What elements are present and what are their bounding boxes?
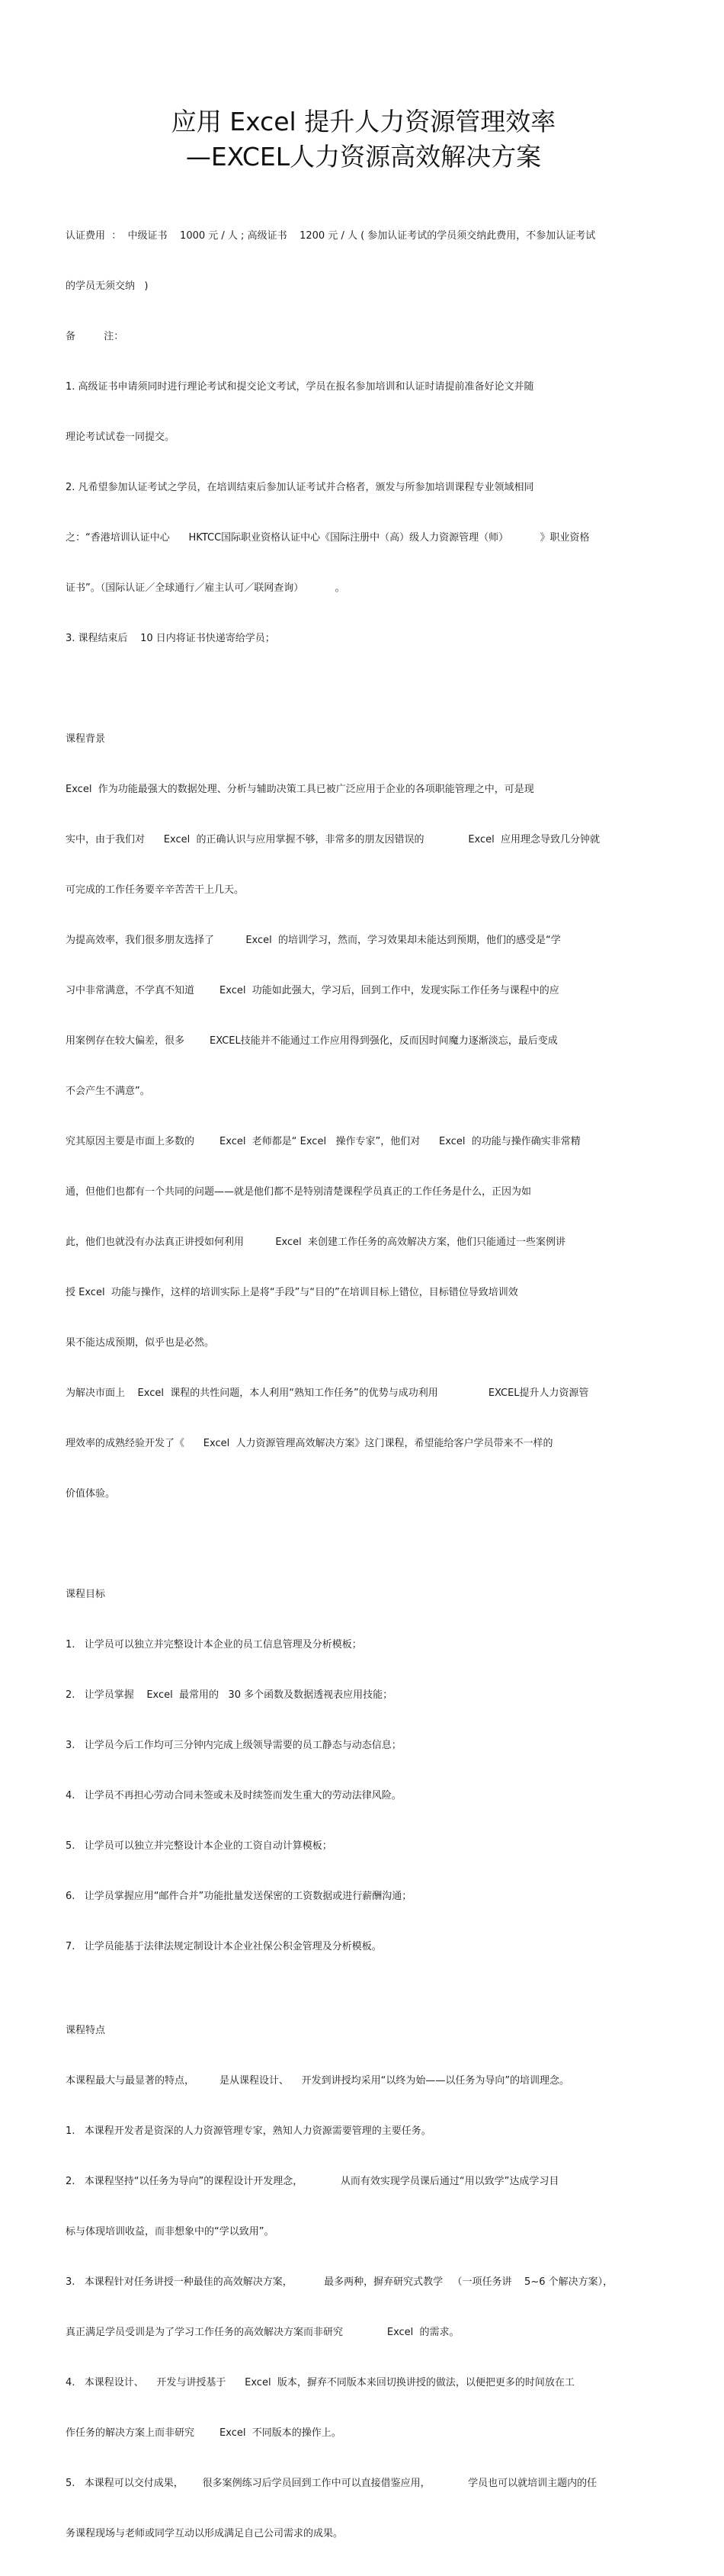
text-line: 通，但他们也都有一个共同的问题——就是他们都不是特别清楚课程学员真正的工作任务是什么，正因为如 bbox=[66, 1186, 532, 1198]
list-item: 1. 让学员可以独立并完整设计本企业的员工信息管理及分析模板； bbox=[66, 1639, 362, 1651]
text-line: 认证费用 ： 中级证书 1000 元 / 人 ; 高级证书 1200 元 / 人 ( 参加认证考试的学员须交纳此费用，不参加认证考试 bbox=[66, 230, 596, 242]
section-heading-objectives: 课程目标 bbox=[66, 1589, 106, 1600]
section-gap bbox=[66, 1536, 662, 1553]
text-line: 的学员无须交纳 ) bbox=[66, 281, 149, 292]
text-line: 习中非常满意，不学真不知道 Excel 功能如此强大，学习后，回到工作中，发现实际工作任务与课程中的应 bbox=[66, 985, 559, 996]
text-line: 标与体现培训收益，而非想象中的“学以致用”。 bbox=[66, 2226, 274, 2238]
document-title: 应用 Excel 提升人力资源管理效率 bbox=[171, 107, 556, 136]
section-heading-background: 课程背景 bbox=[66, 733, 106, 745]
list-item: 5. 本课程可以交付成果， 很多案例练习后学员回到工作中可以直接借鉴应用， 学员也可以就培训主题内的任 bbox=[66, 2478, 597, 2489]
section-heading-features: 课程特点 bbox=[66, 2025, 106, 2036]
text-line: 为解决市面上 Excel 课程的共性问题，本人利用“熟知工作任务”的优势与成功利用 EXCEL提升人力资源管 bbox=[66, 1387, 589, 1399]
text-line: 价值体验。 bbox=[66, 1488, 116, 1500]
text-line: 授 Excel 功能与操作，这样的培训实际上是将“手段”与“目的”在培训目标上错位，目标错位导致培训效 bbox=[66, 1287, 518, 1298]
list-item: 2. 本课程坚持“以任务为导向”的课程设计开发理念， 从而有效实现学员课后通过“用以致学”达成学习目 bbox=[66, 2176, 559, 2187]
text-line: 证书”。（国际认证／全球通行／雇主认可／联网查询） 。 bbox=[66, 582, 345, 594]
text-line: 务课程现场与老师或同学互动以形成满足自己公司需求的成果。 bbox=[66, 2528, 344, 2539]
text-line: 不会产生不满意”。 bbox=[66, 1086, 150, 1097]
text-line: Excel 作为功能最强大的数据处理、分析与辅助决策工具已被广泛应用于企业的各项职能管理之中，可是现 bbox=[66, 784, 534, 795]
text-line: 作任务的解决方案上而非研究 Excel 不同版本的操作上。 bbox=[66, 2427, 341, 2439]
text-line: 理效率的成熟经验开发了《 Excel 人力资源管理高效解决方案》这门课程，希望能给客户学员带来不一样的 bbox=[66, 1438, 553, 1449]
text-line: 备 注： bbox=[66, 331, 124, 342]
text-line: 理论考试试卷一同提交。 bbox=[66, 431, 175, 443]
background-section bbox=[66, 698, 662, 1536]
list-item: 3. 让学员今后工作均可三分钟内完成上级领导需要的员工静态与动态信息； bbox=[66, 1740, 402, 1751]
text-line: 实中，由于我们对 Excel 的正确认识与应用掌握不够，非常多的朋友因错误的 Excel 应用理念导致几分钟就 bbox=[66, 834, 601, 845]
text-line: 可完成的工作任务要辛辛苦苦干上几天。 bbox=[66, 884, 245, 896]
text-line: 用案例存在较大偏差，很多 EXCEL技能并不能通过工作应用得到强化，反而因时间魔力逐渐淡忘，最后变成 bbox=[66, 1035, 558, 1047]
text-line: 真正满足学员受训是为了学习工作任务的高效解决方案而非研究 Excel 的需求。 bbox=[66, 2327, 460, 2338]
list-item: 4. 让学员不再担心劳动合同未签或未及时续签而发生重大的劳动法律风险。 bbox=[66, 1790, 402, 1801]
list-item: 5. 让学员可以独立并完整设计本企业的工资自动计算模板； bbox=[66, 1840, 332, 1852]
text-line: 之：“香港培训认证中心 HKTCC国际职业资格认证中心《国际注册中（高）级人力资源管理（师） 》职业资格 bbox=[66, 532, 590, 544]
text-line: 本课程最大与最显著的特点， 是从课程设计、 开发到讲授均采用“以终为始——以任务为导向”的培训理念。 bbox=[66, 2075, 570, 2087]
list-item: 7. 让学员能基于法律法规定制设计本企业社保公积金管理及分析模板。 bbox=[66, 1941, 382, 1952]
certification-section bbox=[66, 194, 662, 681]
text-line: 2. 凡希望参加认证考试之学员，在培训结束后参加认证考试并合格者，颁发与所参加培训课程专业领域相同 bbox=[66, 482, 534, 493]
document-subtitle: —EXCEL人力资源高效解决方案 bbox=[185, 142, 542, 172]
text-line: 1. 高级证书申请须同时进行理论考试和提交论文考试，学员在报名参加培训和认证时请提前准备好论文并随 bbox=[66, 381, 534, 393]
list-item: 6. 让学员掌握应用“邮件合并”功能批量发送保密的工资数据或进行薪酬沟通； bbox=[66, 1891, 412, 1902]
section-gap bbox=[66, 681, 662, 698]
list-item: 4. 本课程设计、 开发与讲授基于 Excel 版本，摒弃不同版本来回切换讲授的做法，以便把更多的时间放在工 bbox=[66, 2377, 575, 2388]
list-item: 1. 本课程开发者是资深的人力资源管理专家，熟知人力资源需要管理的主要任务。 bbox=[66, 2125, 431, 2137]
text-line: 果不能达成预期，似乎也是必然。 bbox=[66, 1337, 215, 1349]
objectives-section bbox=[66, 1553, 662, 1989]
list-item: 2. 让学员掌握 Excel 最常用的 30 多个函数及数据透视表应用技能； bbox=[66, 1689, 393, 1701]
text-line: 究其原因主要是市面上多数的 Excel 老师都是“ Excel 操作专家”，他们对 Excel 的功能与操作确实非常精 bbox=[66, 1136, 581, 1147]
text-line: 3. 课程结束后 10 日内将证书快递寄给学员； bbox=[66, 633, 275, 644]
features-section bbox=[66, 1989, 662, 2576]
text-line: 为提高效率，我们很多朋友选择了 Excel 的培训学习，然而，学习效果却未能达到预期，他们的感受是“学 bbox=[66, 935, 561, 946]
text-line: 此，他们也就没有办法真正讲授如何利用 Excel 来创建工作任务的高效解决方案，他们只能通过一些案例讲 bbox=[66, 1237, 566, 1248]
list-item: 3. 本课程针对任务讲授一种最佳的高效解决方案， 最多两种，摒弃研究式教学 （一项任务讲 5~6 个解决方案）， bbox=[66, 2276, 613, 2288]
